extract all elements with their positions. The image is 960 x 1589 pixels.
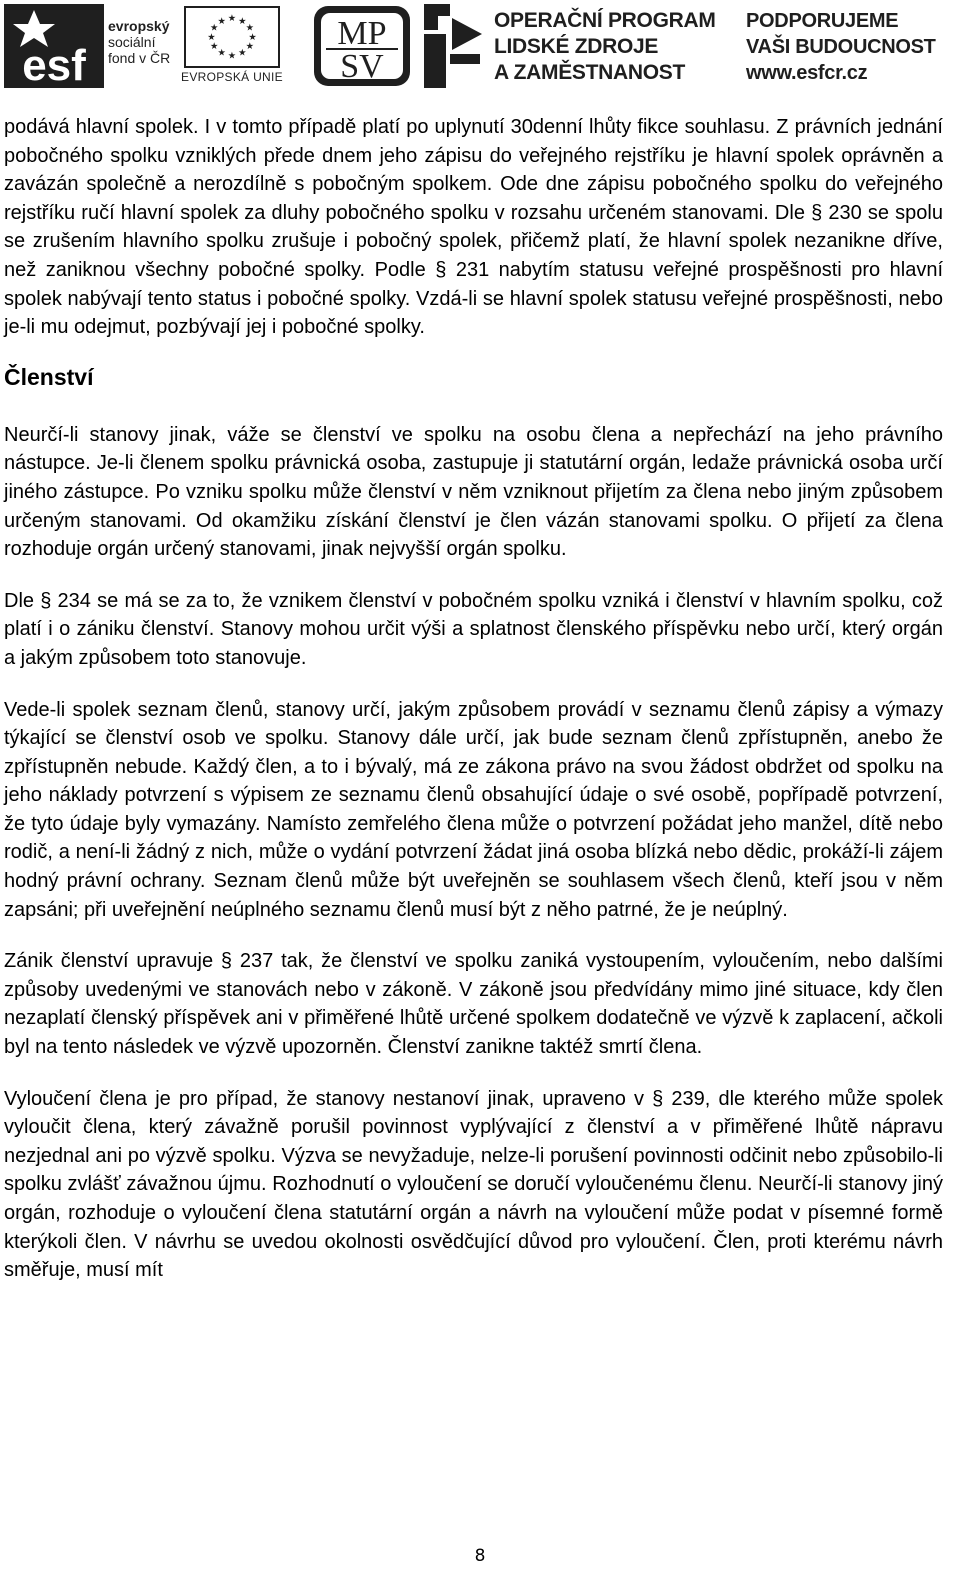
svg-text:★: ★ — [245, 22, 254, 34]
svg-text:★: ★ — [238, 47, 247, 59]
paragraph-membership-end: Zánik členství upravuje § 237 tak, že členství ve spolku zaniká vystoupením, vyloučením, nebo dalšími způsoby uvedenými ve stanovách nebo v zákoně. V zákoně jsou předvídány mimo jiné situace, kdy člen nezaplatí členský příspěvek ani v přiměřené lhůtě určené spolkem dodatečně ve výzvě k zaplacení, ačkoli byl na tento následek ve výzvě upozorněn. Členství zanikne taktéž smrtí člena. — [4, 950, 943, 1059]
esf-brand-text: esf — [22, 41, 86, 88]
op-line-1: OPERAČNÍ PROGRAM — [494, 9, 716, 32]
eu-flag-icon — [184, 6, 280, 68]
op-lzz-logo — [424, 4, 724, 88]
paragraph-membership-2: Dle § 234 se má se za to, že vznikem členství v pobočném spolku vzniká i členství v hlavním spolku, což platí i o zániku členství. Stanovy mohou určit výši a splatnost členského příspěvku nebo určí, který orgán a jakým způsobem toto stanovuje. — [4, 589, 943, 669]
op-mark-icon — [424, 4, 486, 88]
svg-text:★: ★ — [238, 15, 247, 27]
paragraph-member-list: Vede-li spolek seznam členů, stanovy určí, jakým způsobem provádí v seznamu členů zápisy a výmazy týkající se členství osob ve spolku. Stanovy dále určí, jak bude seznam členů zpřístupněn, anebo že zpřístupněn nebude. Každý člen, a to i bývalý, má ze zákona právo na svou žádost obdržet od spolku na jeho náklady potvrzení s výpisem ze seznamu členů obsahující údaje o své osobě, popřípadě potvrzení, že tyto údaje byly vymazány. Namísto zemřelého člena může o potvrzení požádat jeho manžel, dítě nebo rodič, a není-li žádný z nich, může o vydání potvrzení žádat jiná osoba blízká nebo dědic, prokáží-li zájem hodný právní ochrany. Seznam členů může být uveřejněn se souhlasem všech členů, kteří jsou v něm zapsáni; při uveřejnění neúplného seznamu členů musí být z něho patrné, že je neúplný. — [4, 698, 943, 921]
op-line-3: A ZAMĚSTNANOST — [494, 61, 686, 84]
page-number: 8 — [474, 1546, 486, 1566]
slogan-line-2: VAŠI BUDOUCNOST — [746, 36, 936, 58]
esf-mark-icon — [4, 4, 104, 88]
esf-caption — [108, 18, 170, 66]
mpsv-emblem-icon — [312, 4, 412, 88]
svg-text:★: ★ — [227, 13, 237, 25]
mpsv-bottom-text: SV — [340, 48, 384, 85]
svg-text:★: ★ — [217, 47, 226, 59]
op-line-2: LIDSKÉ ZDROJE — [494, 35, 659, 58]
paragraph-membership-1: Neurčí-li stanovy jinak, váže se členství ve spolku na osobu člena a nepřechází na jeho právního nástupce. Je-li členem spolku právnická osoba, zastupuje ji statutární orgán, ledaže právnická osoba určí jiného zástupce. Po vzniku spolku může členství v něm vzniknout přijetím za člena nebo jiným způsobem určeným stanovami. Od okamžiku získání členství je člen vázán stanovami spolku. O přijetí za člena rozhoduje orgán určený stanovami, jinak nejvyšší orgán spolku. — [4, 423, 943, 561]
svg-text:★: ★ — [217, 15, 226, 27]
mpsv-top-text: MP — [337, 15, 387, 52]
op-title — [494, 8, 716, 86]
eu-logo — [178, 4, 286, 88]
esf-line-2: sociální — [108, 34, 156, 50]
slogan-url: www.esfcr.cz — [746, 62, 868, 84]
paragraph-intro: podává hlavní spolek. I v tomto případě platí po uplynutí 30denní lhůty fikce souhlasu. Z právních jednání pobočného spolku vzniklých přede dnem jeho zápisu do veřejného rejstříku je hlavní spolek oprávněn a zavázán společně a nerozdílně s pobočným spolkem. Ode dne zápisu pobočného spolku do veřejného rejstříku ručí hlavní spolek za dluhy pobočného spolku v rozsahu určeném stanovami. Dle § 230 se spolu se zrušením hlavního spolku zrušuje i pobočný spolek, přičemž platí, že hlavní spolek nezanikne dříve, než zaniknou všechny pobočné spolky. Podle § 231 nabytím statusu veřejné prospěšnosti pro hlavní spolek nabývají tento status i pobočné spolky. Vzdá-li se hlavní spolek statusu veřejné prospěšnosti, nebo je-li mu odejmut, pozbývají jej i pobočné spolky. — [4, 116, 943, 339]
slogan-line-1: PODPORUJEME — [746, 10, 899, 32]
slogan-block — [746, 4, 956, 88]
svg-text:★: ★ — [227, 50, 237, 62]
esf-line-1: evropský — [108, 18, 170, 34]
esf-logo — [4, 4, 172, 88]
eu-label: EVROPSKÁ UNIE — [181, 70, 283, 84]
mpsv-logo — [312, 4, 412, 88]
svg-text:★: ★ — [210, 22, 219, 34]
esf-line-3: fond v ČR — [108, 50, 171, 66]
section-heading: Členství — [4, 363, 94, 390]
paragraph-expulsion: Vyloučení člena je pro případ, že stanovy nestanoví jinak, upraveno v § 239, dle kterého může spolek vyloučit člena, který závažně porušil povinnost vyplývající z členství a v přiměřené lhůtě nápravu nezjednal ani po výzvě spolku. Výzva se nevyžaduje, nelze-li porušení povinnosti odčinit nebo způsobilo-li spolku zvlášť závažnou újmu. Rozhodnutí o vyloučení se doručí vyloučenému členu. Neurčí-li stanovy jiný orgán, rozhoduje o vyloučení člena statutární orgán a návrh na vyloučení může podat v písemné formě kterýkoli člen. V návrhu se uvedou okolnosti osvědčující důvod pro vyloučení. Člen, proti kterému návrh směřuje, musí mít — [4, 1087, 943, 1282]
svg-text:★: ★ — [210, 41, 219, 53]
svg-text:★: ★ — [207, 31, 216, 43]
svg-text:★: ★ — [245, 41, 254, 53]
document-body — [4, 113, 943, 1285]
logo-header — [0, 0, 960, 92]
slogan-text — [746, 8, 936, 86]
svg-text:★: ★ — [248, 31, 257, 43]
